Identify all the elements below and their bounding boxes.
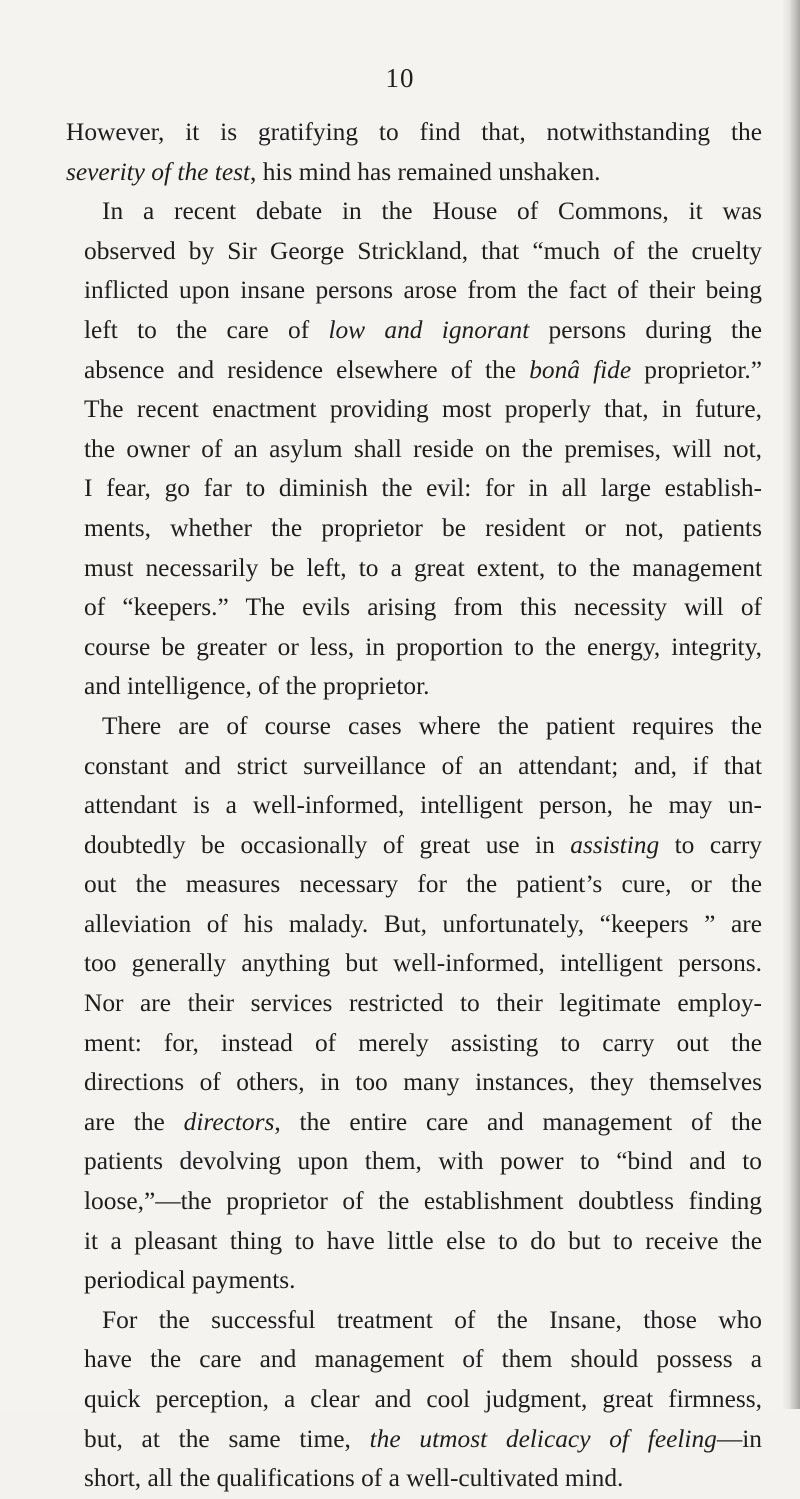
text-run: patients devolving upon them, with power to “bind and to: [84, 1147, 762, 1176]
text-line: [66, 1024, 762, 1064]
italic-run: the utmost delicacy of feeling: [369, 1424, 717, 1453]
text-line: [66, 786, 762, 826]
text-run: quick perception, a clear and cool judgment, great firmness,: [84, 1385, 762, 1413]
text-run: attendant is a well-informed, intelligent person, he may un-: [84, 791, 762, 820]
text-run: must necessarily be left, to a great extent, to the management: [84, 553, 762, 582]
text-run: to carry: [659, 830, 763, 859]
text-line: [66, 1459, 762, 1499]
text-run: doubtedly be occasionally of great use in: [84, 830, 571, 859]
text-run: , his mind has remained unshaken.: [250, 157, 601, 186]
text-run: left to the care of: [84, 315, 329, 344]
text-line: [66, 905, 762, 945]
text-line: [66, 826, 762, 866]
text-line: [66, 153, 762, 193]
text-run: loose,”—the proprietor of the establishment doubtless finding: [84, 1187, 762, 1216]
text-run: constant and strict surveillance of an attendant; and, if that: [84, 751, 762, 780]
italic-run: assisting: [570, 830, 660, 859]
text-run: absence and residence elsewhere of the: [84, 355, 530, 384]
text-line: [66, 747, 762, 787]
text-run: periodical payments.: [84, 1266, 296, 1295]
text-line: [66, 1380, 762, 1420]
italic-run: low and ignorant: [328, 315, 530, 344]
text-line: [66, 232, 762, 272]
text-line: [66, 113, 762, 153]
text-line: [66, 390, 762, 430]
text-run: directions of others, in too many instances, they themselves: [84, 1068, 762, 1097]
text-line: [66, 192, 762, 232]
text-line: [66, 509, 762, 549]
text-run: persons during the: [529, 315, 762, 344]
text-run: and intelligence, of the proprietor.: [84, 672, 430, 701]
text-line: [66, 430, 762, 470]
text-line: [66, 707, 762, 747]
text-line: [66, 1063, 762, 1103]
paragraph: [66, 192, 762, 707]
text-run: course be greater or less, in proportion to the energy, integrity,: [84, 632, 762, 661]
page-number: 10: [385, 63, 415, 93]
page-edge-shadow: [782, 0, 800, 1409]
text-run: but, at the same time,: [84, 1424, 370, 1453]
text-run: inflicted upon insane persons arose from the fact of their being: [84, 276, 762, 305]
text-run: In a recent debate in the House of Commons, it was: [102, 197, 762, 226]
text-run: too generally anything but well-informed, intelligent persons.: [84, 949, 762, 978]
text-line: [66, 311, 762, 351]
paragraph: [66, 1301, 762, 1499]
text-run: I fear, go far to diminish the evil: for in all large establish-: [84, 474, 762, 503]
text-line: [66, 549, 762, 589]
text-line: [66, 588, 762, 628]
italic-run: bonâ fide: [529, 355, 632, 384]
text-line: [66, 1182, 762, 1222]
text-line: [66, 1103, 762, 1143]
text-run: proprietor.”: [631, 355, 763, 384]
text-run: short, all the qualifications of a well-cultivated mind.: [84, 1464, 624, 1493]
text-run: the owner of an asylum shall reside on the premises, will not,: [84, 434, 762, 463]
text-run: observed by Sir George Strickland, that “much of the cruelty: [84, 236, 762, 265]
paragraph: [66, 707, 762, 1301]
text-line: [66, 271, 762, 311]
text-line: [66, 1420, 762, 1460]
text-run: —in: [716, 1424, 762, 1453]
text-run: have the care and management of them should possess a: [84, 1345, 762, 1374]
text-run: , the entire care and management of the: [274, 1107, 762, 1136]
text-run: However, it is gratifying to find that, notwithstanding the: [66, 118, 762, 146]
text-run: There are of course cases where the patient requires the: [102, 711, 762, 740]
text-line: [66, 1301, 762, 1341]
text-line: [66, 1340, 762, 1380]
text-line: [66, 944, 762, 984]
text-run: alleviation of his malady. But, unfortunately, “keepers ” are: [84, 909, 762, 938]
text-line: [66, 667, 762, 707]
text-run: ment: for, instead of merely assisting to carry out the: [84, 1028, 762, 1057]
body-text: [66, 113, 762, 1499]
italic-run: severity of the test: [66, 157, 251, 186]
text-run: out the measures necessary for the patient’s cure, or the: [84, 870, 762, 899]
text-line: [66, 1222, 762, 1262]
italic-run: directors: [183, 1107, 275, 1136]
text-run: are the: [84, 1107, 184, 1136]
text-line: [66, 984, 762, 1024]
text-line: [66, 469, 762, 509]
text-run: For the successful treatment of the Insane, those who: [102, 1305, 762, 1334]
text-line: [66, 628, 762, 668]
text-line: [66, 351, 762, 391]
paragraph: [66, 113, 762, 192]
text-line: [66, 865, 762, 905]
text-run: ments, whether the proprietor be resident or not, patients: [84, 513, 762, 542]
text-run: Nor are their services restricted to their legitimate employ-: [84, 989, 762, 1018]
text-line: [66, 1261, 762, 1301]
text-run: it a pleasant thing to have little else to do but to receive the: [84, 1226, 762, 1255]
text-run: of “keepers.” The evils arising from this necessity will of: [84, 593, 762, 622]
text-line: [66, 1142, 762, 1182]
text-run: The recent enactment providing most properly that, in future,: [84, 395, 762, 424]
